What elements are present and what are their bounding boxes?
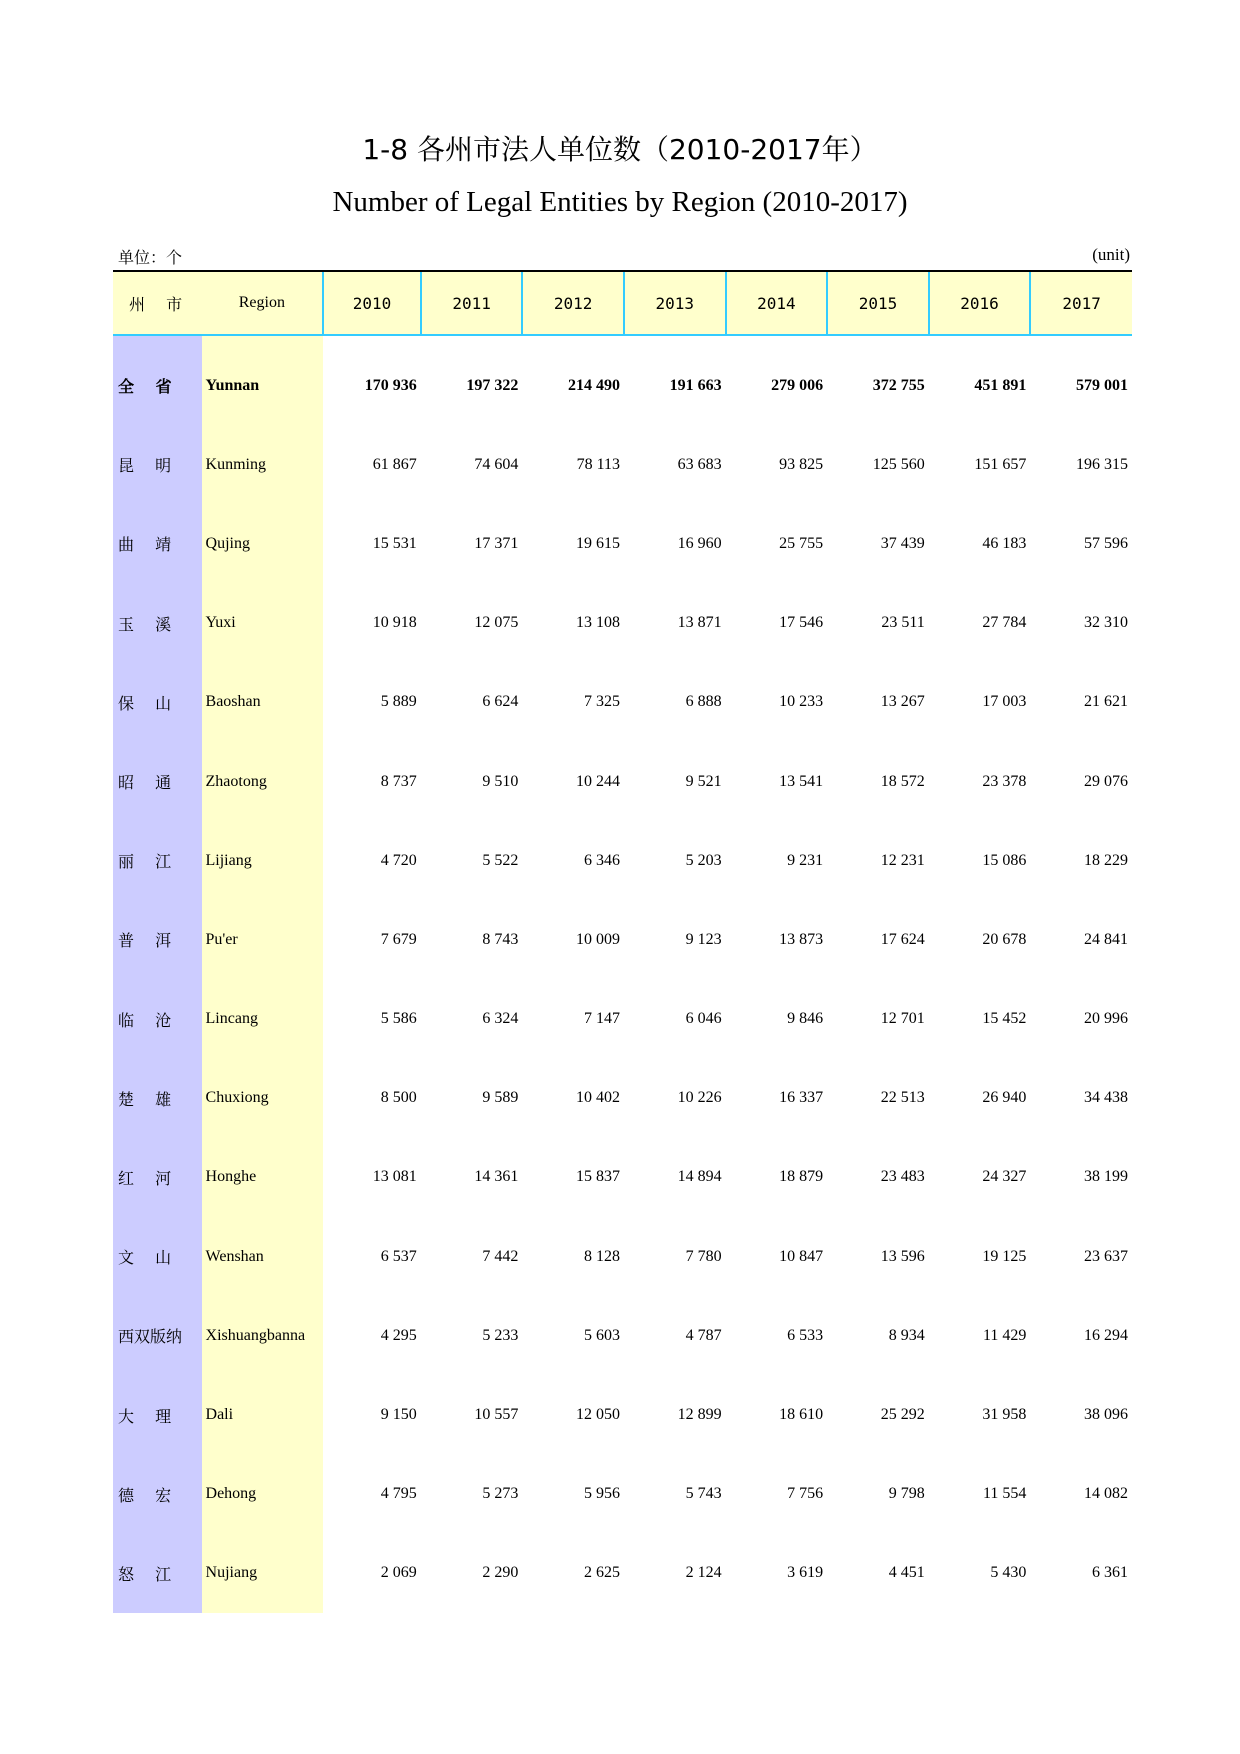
page-title-cn: 1-8 各州市法人单位数（2010-2017年） [362, 133, 878, 166]
region-name-en: Baoshan [202, 663, 324, 742]
entity-count-cell: 25 292 [880, 1406, 925, 1424]
region-name-cn: 怒 江 [113, 1534, 202, 1613]
entity-count-cell: 2 069 [380, 1564, 417, 1582]
entity-count-cell: 9 589 [482, 1089, 519, 1107]
entity-count-cell: 32 310 [1084, 614, 1128, 632]
table-row [113, 346, 1132, 425]
region-name-cn: 保 山 [113, 663, 202, 742]
entity-count-cell: 23 483 [880, 1168, 925, 1186]
entity-count-cell: 197 322 [466, 376, 519, 394]
header-year: 2017 [1030, 271, 1132, 335]
spacer-cell [323, 335, 421, 346]
entity-count-cell: 24 327 [982, 1168, 1027, 1186]
entity-count-cell: 214 490 [567, 376, 620, 394]
header-year: 2011 [421, 271, 523, 335]
spacer-cell [522, 335, 624, 346]
entity-count-cell: 12 050 [575, 1406, 620, 1424]
region-name-cn: 曲 靖 [113, 504, 202, 583]
entity-count-cell: 74 604 [474, 455, 519, 473]
table-row [113, 1375, 1132, 1454]
entity-count-cell: 15 837 [575, 1168, 620, 1186]
entity-count-cell: 2 625 [583, 1564, 620, 1582]
entity-count-cell: 372 755 [872, 376, 925, 394]
header-year: 2015 [827, 271, 929, 335]
entity-count-cell: 18 229 [1084, 851, 1128, 869]
entity-count-cell: 12 231 [880, 851, 925, 869]
header-region-en: Region [202, 271, 324, 335]
table-header-row [113, 271, 1132, 335]
entity-count-cell: 5 430 [990, 1564, 1027, 1582]
region-name-en: Honghe [202, 1138, 324, 1217]
entity-count-cell: 196 315 [1076, 455, 1128, 473]
table-row [113, 900, 1132, 979]
table-row [113, 425, 1132, 504]
entity-count-cell: 8 500 [380, 1089, 417, 1107]
entity-count-cell: 21 621 [1084, 693, 1128, 711]
entity-count-cell: 2 290 [482, 1564, 519, 1582]
entity-count-cell: 17 003 [982, 693, 1027, 711]
spacer-cell [113, 335, 202, 346]
entity-count-cell: 20 996 [1084, 1010, 1128, 1028]
entity-count-cell: 5 273 [482, 1485, 519, 1503]
entity-count-cell: 27 784 [982, 614, 1027, 632]
entity-count-cell: 9 521 [685, 772, 722, 790]
entity-count-cell: 15 086 [982, 851, 1027, 869]
region-name-cn: 大 理 [113, 1375, 202, 1454]
entity-count-cell: 151 657 [974, 455, 1027, 473]
entity-count-cell: 4 295 [380, 1326, 417, 1344]
entity-count-cell: 6 046 [685, 1010, 722, 1028]
region-name-cn: 全 省 [113, 346, 202, 425]
entity-count-cell: 9 150 [380, 1406, 417, 1424]
entity-count-cell: 23 637 [1084, 1247, 1128, 1265]
entity-count-cell: 11 554 [982, 1485, 1027, 1503]
entity-count-cell: 12 701 [880, 1010, 925, 1028]
entity-count-cell: 5 956 [583, 1485, 620, 1503]
entity-count-cell: 6 361 [1092, 1564, 1128, 1582]
entity-count-cell: 46 183 [982, 534, 1027, 552]
entity-count-cell: 13 081 [372, 1168, 417, 1186]
region-name-en: Xishuangbanna [202, 1296, 324, 1375]
entity-count-cell: 8 934 [888, 1326, 925, 1344]
entity-count-cell: 16 960 [677, 534, 722, 552]
entity-count-cell: 23 378 [982, 772, 1027, 790]
region-name-cn: 普 洱 [113, 900, 202, 979]
entity-count-cell: 7 325 [583, 693, 620, 711]
entity-count-cell: 10 847 [779, 1247, 824, 1265]
entity-count-cell: 6 324 [482, 1010, 519, 1028]
region-name-cn: 德 宏 [113, 1455, 202, 1534]
region-name-cn: 临 沧 [113, 980, 202, 1059]
entity-count-cell: 9 798 [888, 1485, 925, 1503]
table-row [113, 504, 1132, 583]
entity-count-cell: 18 610 [779, 1406, 824, 1424]
region-name-cn: 昆 明 [113, 425, 202, 504]
region-name-en: Kunming [202, 425, 324, 504]
region-name-en: Zhaotong [202, 742, 324, 821]
region-name-cn: 文 山 [113, 1217, 202, 1296]
region-name-cn: 昭 通 [113, 742, 202, 821]
region-name-en: Lijiang [202, 821, 324, 900]
entity-count-cell: 17 624 [880, 930, 925, 948]
unit-label-en: (unit) [1092, 245, 1130, 264]
entity-count-cell: 16 294 [1084, 1326, 1128, 1344]
entity-count-cell: 4 451 [888, 1564, 925, 1582]
entity-count-cell: 6 533 [787, 1326, 824, 1344]
entity-count-cell: 191 663 [669, 376, 722, 394]
spacer-cell [827, 335, 929, 346]
entity-count-cell: 23 511 [881, 614, 925, 632]
entity-count-cell: 5 603 [583, 1326, 620, 1344]
entity-count-cell: 38 096 [1084, 1406, 1128, 1424]
entity-count-cell: 13 108 [575, 614, 620, 632]
spacer-cell [624, 335, 726, 346]
entity-count-cell: 10 918 [372, 614, 417, 632]
region-name-en: Lincang [202, 980, 324, 1059]
entity-count-cell: 9 231 [787, 851, 824, 869]
entity-count-cell: 37 439 [880, 534, 925, 552]
entity-count-cell: 17 546 [779, 614, 824, 632]
entity-count-cell: 5 743 [685, 1485, 722, 1503]
spacer-cell [726, 335, 828, 346]
table-row [113, 1217, 1132, 1296]
region-name-en: Dali [202, 1375, 324, 1454]
entity-count-cell: 451 891 [974, 376, 1027, 394]
entity-count-cell: 18 572 [880, 772, 925, 790]
header-year: 2016 [929, 271, 1031, 335]
entity-count-cell: 25 755 [779, 534, 824, 552]
table-row [113, 1059, 1132, 1138]
region-name-en: Pu'er [202, 900, 324, 979]
entity-count-cell: 17 371 [474, 534, 519, 552]
region-name-en: Nujiang [202, 1534, 324, 1613]
entity-count-cell: 6 888 [685, 693, 722, 711]
entity-count-cell: 61 867 [372, 455, 417, 473]
unit-label-cn: 单位：个 [118, 248, 183, 267]
header-year: 2014 [726, 271, 828, 335]
spacer-cell [202, 335, 324, 346]
entity-count-cell: 6 537 [380, 1247, 417, 1265]
table-row [113, 821, 1132, 900]
table-row [113, 1138, 1132, 1217]
region-name-cn: 西双版纳 [113, 1296, 202, 1375]
entity-count-cell: 10 233 [779, 693, 824, 711]
table-row [113, 1534, 1132, 1613]
entity-count-cell: 8 128 [583, 1247, 620, 1265]
entity-count-cell: 6 624 [482, 693, 519, 711]
table-row [113, 1455, 1132, 1534]
table-spacer-row [113, 335, 1132, 346]
entity-count-cell: 15 452 [982, 1010, 1027, 1028]
entity-count-cell: 4 795 [380, 1485, 417, 1503]
region-name-cn: 楚 雄 [113, 1059, 202, 1138]
entity-count-cell: 5 889 [380, 693, 417, 711]
region-name-en: Chuxiong [202, 1059, 324, 1138]
header-year: 2010 [323, 271, 421, 335]
legal-entities-table [113, 270, 1132, 1613]
entity-count-cell: 19 615 [575, 534, 620, 552]
entity-count-cell: 15 531 [372, 534, 417, 552]
entity-count-cell: 6 346 [583, 851, 620, 869]
entity-count-cell: 13 871 [677, 614, 722, 632]
header-year: 2012 [522, 271, 624, 335]
entity-count-cell: 7 147 [583, 1010, 620, 1028]
entity-count-cell: 20 678 [982, 930, 1027, 948]
entity-count-cell: 22 513 [880, 1089, 925, 1107]
entity-count-cell: 19 125 [982, 1247, 1027, 1265]
entity-count-cell: 8 743 [482, 930, 519, 948]
region-name-cn: 丽 江 [113, 821, 202, 900]
entity-count-cell: 12 075 [474, 614, 519, 632]
entity-count-cell: 125 560 [872, 455, 925, 473]
entity-count-cell: 5 586 [380, 1010, 417, 1028]
region-name-en: Qujing [202, 504, 324, 583]
entity-count-cell: 14 894 [677, 1168, 722, 1186]
page-title-en: Number of Legal Entities by Region (2010-2017) [332, 186, 908, 218]
entity-count-cell: 9 123 [685, 930, 722, 948]
entity-count-cell: 5 203 [685, 851, 722, 869]
entity-count-cell: 14 082 [1084, 1485, 1128, 1503]
spacer-cell [1030, 335, 1132, 346]
entity-count-cell: 10 226 [677, 1089, 722, 1107]
entity-count-cell: 7 679 [380, 930, 417, 948]
region-name-en: Dehong [202, 1455, 324, 1534]
table-row [113, 663, 1132, 742]
spacer-cell [421, 335, 523, 346]
header-region-cn: 州 市 [113, 271, 202, 335]
entity-count-cell: 5 522 [482, 851, 519, 869]
entity-count-cell: 31 958 [982, 1406, 1027, 1424]
entity-count-cell: 29 076 [1084, 772, 1128, 790]
table-row [113, 742, 1132, 821]
entity-count-cell: 10 009 [575, 930, 620, 948]
entity-count-cell: 4 787 [685, 1326, 722, 1344]
entity-count-cell: 13 267 [880, 693, 925, 711]
entity-count-cell: 34 438 [1084, 1089, 1128, 1107]
table-row [113, 1296, 1132, 1375]
entity-count-cell: 24 841 [1084, 930, 1128, 948]
entity-count-cell: 57 596 [1084, 534, 1128, 552]
entity-count-cell: 78 113 [576, 455, 620, 473]
entity-count-cell: 9 846 [787, 1010, 824, 1028]
region-name-cn: 玉 溪 [113, 584, 202, 663]
spacer-cell [929, 335, 1031, 346]
entity-count-cell: 38 199 [1084, 1168, 1128, 1186]
entity-count-cell: 170 936 [364, 376, 417, 394]
header-year: 2013 [624, 271, 726, 335]
entity-count-cell: 7 780 [685, 1247, 722, 1265]
entity-count-cell: 8 737 [380, 772, 417, 790]
entity-count-cell: 13 873 [779, 930, 824, 948]
region-name-en: Yuxi [202, 584, 324, 663]
entity-count-cell: 5 233 [482, 1326, 519, 1344]
entity-count-cell: 579 001 [1076, 376, 1128, 394]
entity-count-cell: 16 337 [779, 1089, 824, 1107]
table-row [113, 584, 1132, 663]
entity-count-cell: 10 244 [575, 772, 620, 790]
entity-count-cell: 93 825 [779, 455, 824, 473]
entity-count-cell: 9 510 [482, 772, 519, 790]
entity-count-cell: 10 557 [474, 1406, 519, 1424]
entity-count-cell: 63 683 [677, 455, 722, 473]
table-row [113, 980, 1132, 1059]
table-body [113, 335, 1132, 1613]
entity-count-cell: 13 596 [880, 1247, 925, 1265]
region-name-cn: 红 河 [113, 1138, 202, 1217]
entity-count-cell: 26 940 [982, 1089, 1027, 1107]
entity-count-cell: 279 006 [771, 376, 824, 394]
entity-count-cell: 4 720 [380, 851, 417, 869]
entity-count-cell: 11 429 [982, 1326, 1027, 1344]
entity-count-cell: 12 899 [677, 1406, 722, 1424]
entity-count-cell: 3 619 [787, 1564, 824, 1582]
entity-count-cell: 2 124 [685, 1564, 722, 1582]
region-name-en: Wenshan [202, 1217, 324, 1296]
entity-count-cell: 7 442 [482, 1247, 519, 1265]
region-name-en: Yunnan [202, 346, 324, 425]
entity-count-cell: 13 541 [779, 772, 824, 790]
entity-count-cell: 10 402 [575, 1089, 620, 1107]
entity-count-cell: 7 756 [787, 1485, 824, 1503]
entity-count-cell: 18 879 [779, 1168, 824, 1186]
entity-count-cell: 14 361 [474, 1168, 519, 1186]
